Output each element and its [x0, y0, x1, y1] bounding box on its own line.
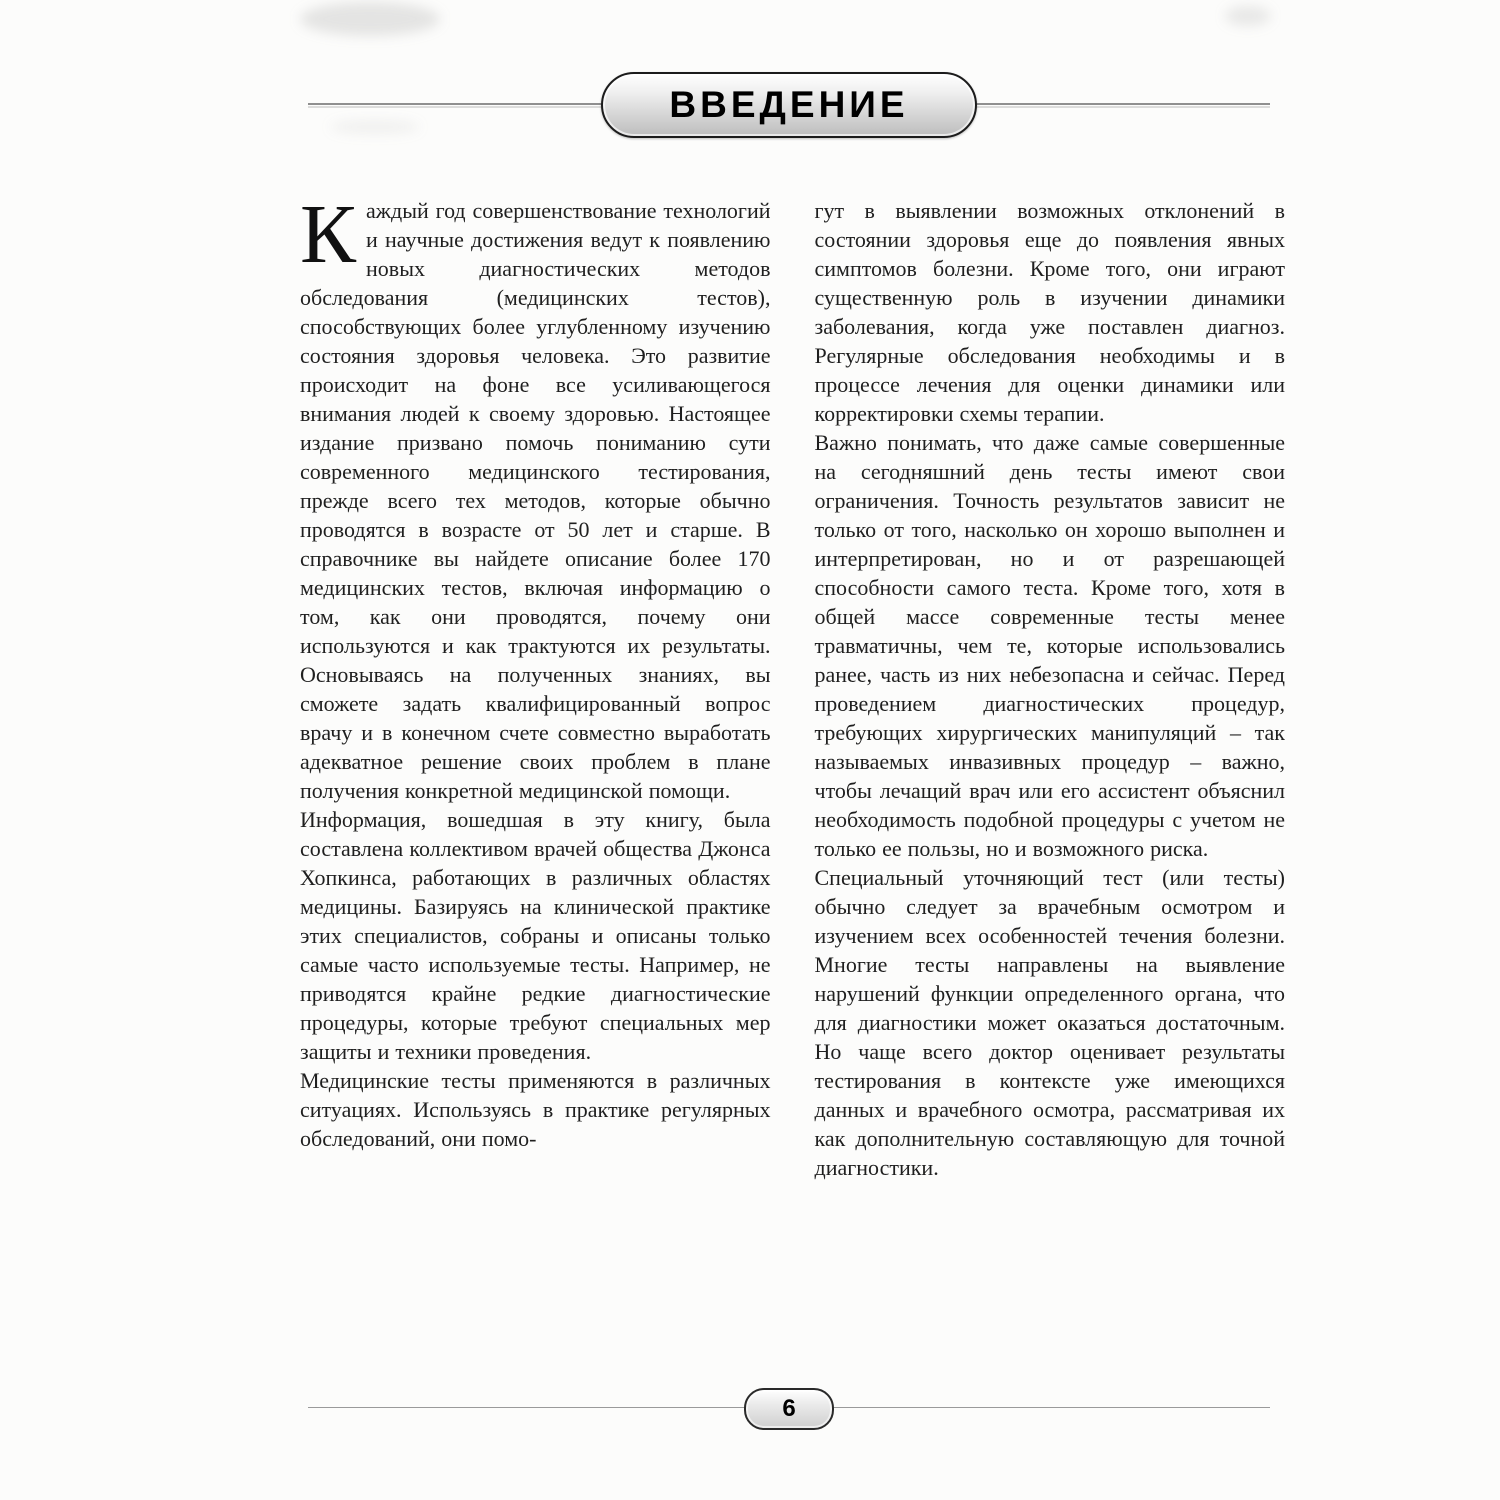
text-column-left	[300, 188, 771, 1182]
chapter-header	[308, 72, 1270, 138]
page-number: 6	[782, 1395, 796, 1422]
text-column-right	[815, 196, 1286, 1182]
chapter-title-badge	[601, 72, 977, 138]
paragraph-text: аждый год совершенствование технологий и научные достижения ведут к появлению новых диагностических методов обследования (медицинских тестов), способствующих более углубленному изучению состояния здоровья человека. Это развитие происходит на фоне все усиливающегося внимания людей к своему здоровью. Настоящее издание призвано помочь пониманию сути современного медицинского тестирования, прежде всего тех методов, которые обычно проводятся в возрасте от 50 лет и старше. В справочнике вы найдете описание более 170 медицинских тестов, включая информацию о том, как они проводятся, почему они используются и как трактуются их результаты. Основываясь на полученных знаниях, вы сможете задать квалифицированный вопрос врачу и в конечном счете совместно выработать адекватное решение своих проблем в плане получения конкретной медицинской помощи.	[300, 198, 771, 803]
drop-cap: К	[300, 188, 357, 281]
text-body	[300, 188, 1285, 1182]
paragraph: Специальный уточняющий тест (или тесты) обычно следует за врачебным осмотром и изучением всех особенностей течения болезни. Многие тесты направлены на выявление нарушений функции определенного органа, что для диагностики может оказаться достаточным. Но чаще всего доктор оценивает результаты тестирования в контексте уже имеющихся данных и врачебного осмотра, рассматривая их как дополнительную составляющую для точной диагностики.	[814, 865, 1285, 1180]
paragraph: Информация, вошедшая в эту книгу, была составлена коллективом врачей общества Джонса Хопкинса, работающих в различных областях медицины. Базируясь на клинической практике этих специалистов, собраны и описаны только самые часто используемые тесты. Например, не приводятся крайне редкие диагностические процедуры, которые требуют специальных мер защиты и техники проведения.	[300, 807, 771, 1064]
paragraph	[300, 188, 771, 805]
scan-artifact	[300, 2, 440, 36]
paragraph: Медицинские тесты применяются в различных ситуациях. Используясь в практике регулярных обследований, они помо-	[300, 1068, 771, 1151]
scan-artifact	[1225, 6, 1271, 26]
paragraph: Важно понимать, что даже самые совершенные на сегодняшний день тесты имеют свои ограничения. Точность результатов зависит не только от того, насколько он хорошо выполнен и интерпретирован, но и от разрешающей способности самого теста. Кроме того, хотя в общей массе современные тесты менее травматичны, чем те, которые использовались ранее, часть из них небезопасна и сейчас. Перед проведением диагностических процедур, требующих хирургических манипуляций – так называемых инвазивных процедур – важно, чтобы лечащий врач или его ассистент объяснил необходимость подобной процедуры с учетом не только ее пользы, но и возможного риска.	[814, 430, 1285, 861]
page-footer	[308, 1388, 1270, 1428]
chapter-title: ВВЕДЕНИЕ	[669, 84, 909, 125]
page-number-badge	[744, 1388, 834, 1430]
paragraph: гут в выявлении возможных отклонений в состоянии здоровья еще до появления явных симптомов болезни. Кроме того, они играют существенную роль в изучении динамики заболевания, когда уже поставлен диагноз. Регулярные обследования необходимы и в процессе лечения для оценки динамики или корректировки схемы терапии.	[814, 198, 1285, 426]
